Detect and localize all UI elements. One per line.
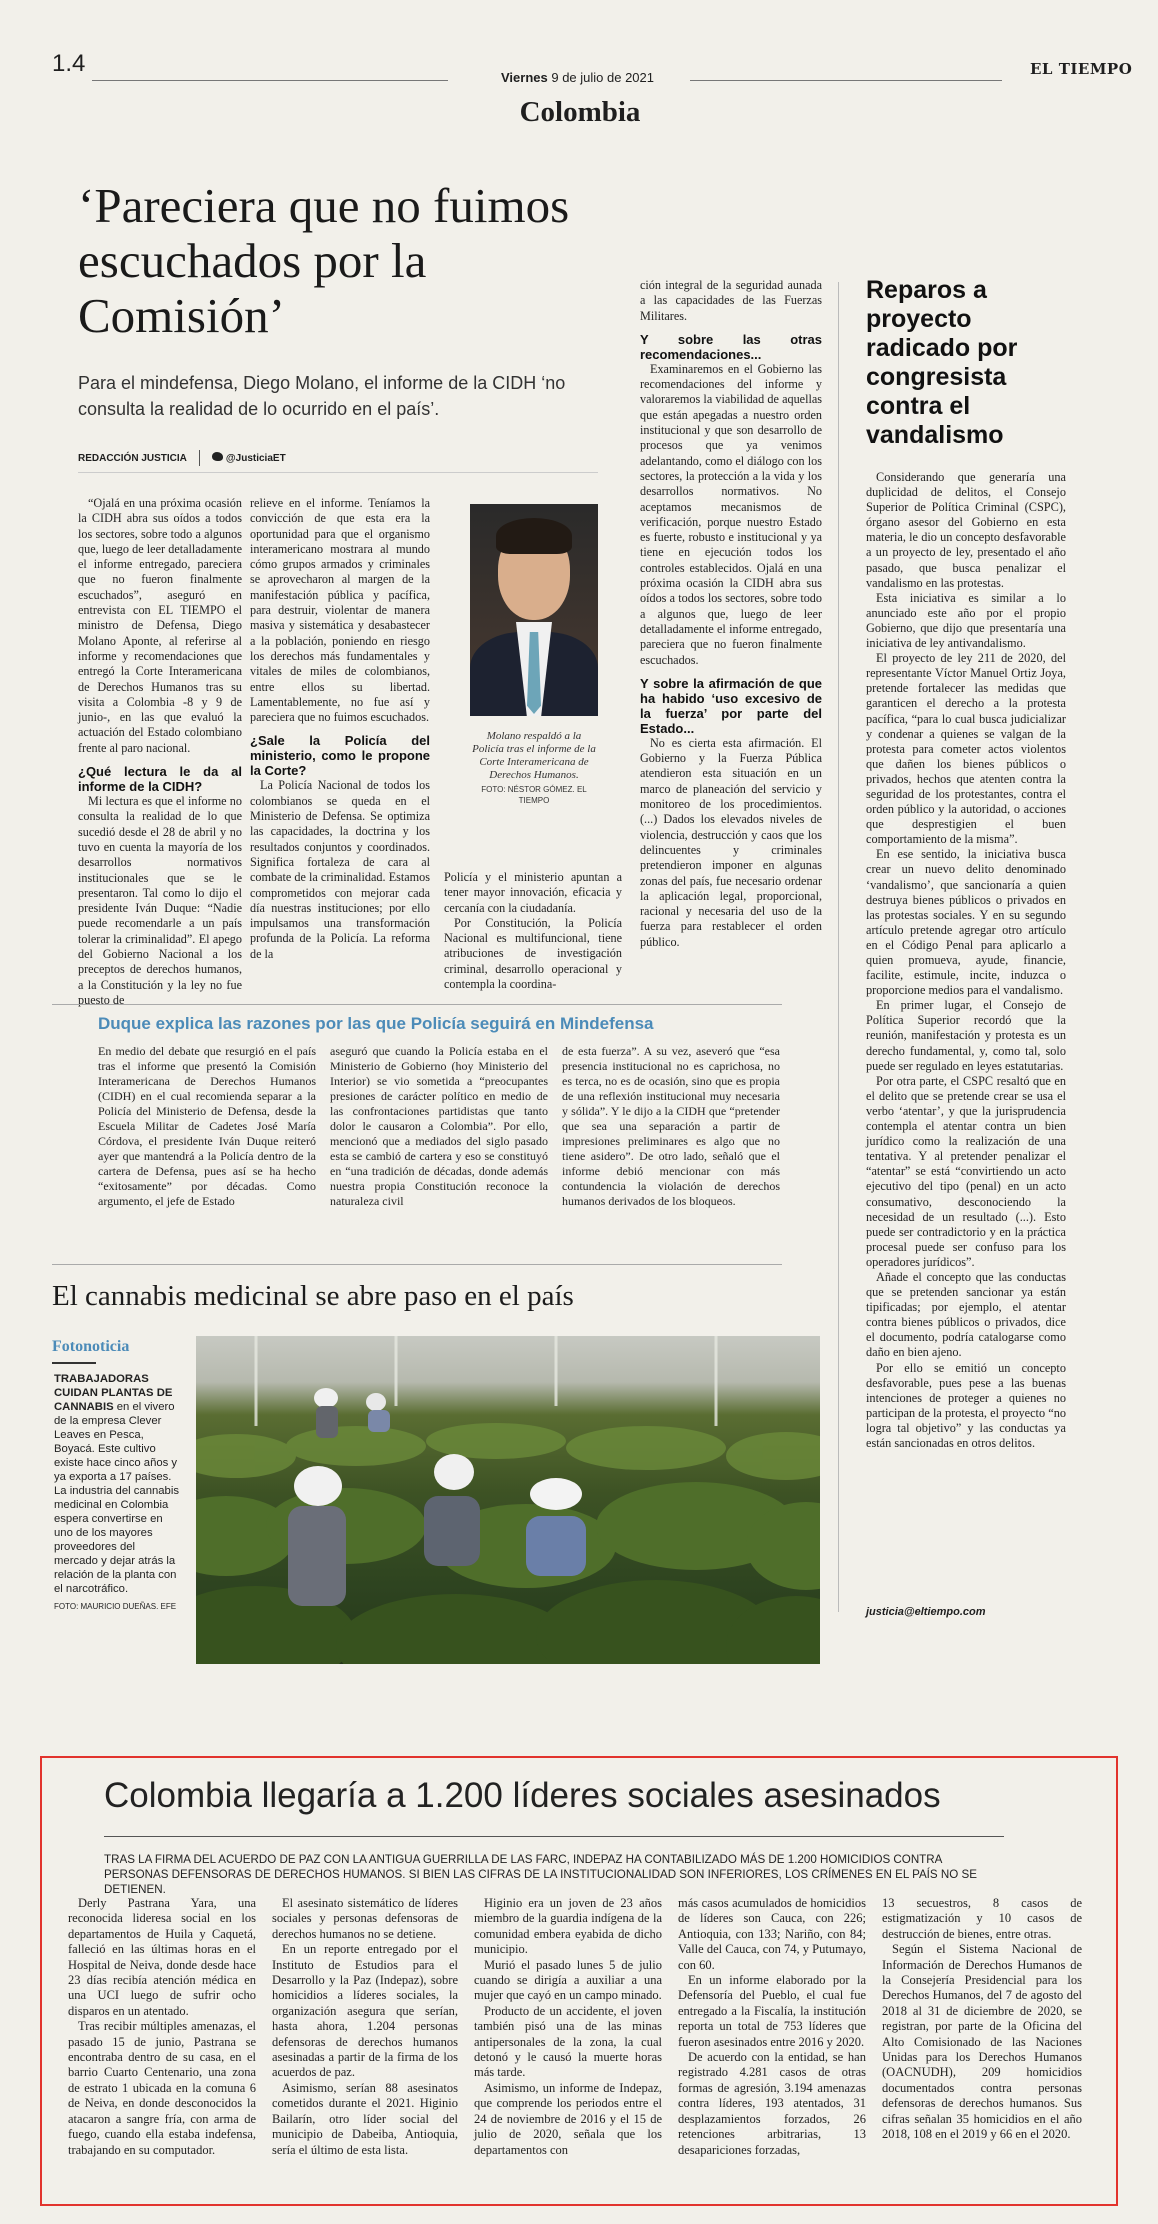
publication-date: [470, 70, 685, 85]
paragraph: aseguró que cuando la Policía estaba en el Ministerio de Gobierno (hoy Ministerio del Interior) se vio sometida a “preocupantes presiones de carácter político en medio de las confrontaciones partidistas que tanto dolor le causaron a Colombia”. Por ello, mencionó que a mediados del siglo pasado esta se cambió de cartera y eso se constituyó en “una tradición de décadas, donde además nuestra propia Constitución reconoce la naturaleza civil: [330, 1044, 548, 1208]
section-title: Colombia: [519, 96, 641, 128]
paragraph: Derly Pastrana Yara, una reconocida lideresa social en los departamentos de Huila y Caquetá, falleció en las últimas horas en el Hospital de Neiva, donde desde hace 23 días recibía atención médica en una UCI luego de sufrir ocho disparos en un atentado.: [68, 1896, 256, 2018]
paragraph: Por Constitución, la Policía Nacional es multifuncional, tiene atribuciones de investigación criminal, desarrollo operacional y contempla la coordina-: [444, 915, 622, 992]
main-dek: Para el mindefensa, Diego Molano, el informe de la CIDH ‘no consulta la realidad de lo ocurrido en el país’.: [78, 373, 566, 419]
paragraph: En medio del debate que resurgió en el país tras el informe que presentó la Comisión Interamericana de Derechos Humanos (CIDH) en el cual recomienda separar a la Policía del Ministerio de Defensa, desde la Escuela Militar de Cadetes José María Córdova, el presidente Iván Duque reiteró ayer que mantendrá a la Policía dentro de la cartera de Defensa, pues así se ha hecho “exitosamente” por décadas. Como argumento, el jefe de Estado: [98, 1044, 316, 1208]
question-heading: Y sobre la afirmación de que ha habido ‘uso excesivo de la fuerza’ por parte del Estado...: [640, 675, 822, 736]
paragraph: Tras recibir múltiples amenazas, el pasado 15 de junio, Pastrana se encontraba dentro de su casa, en el barrio Cuarto Centenario, una zona de estrato 1 ubicada en la comuna 6 de Neiva, en donde desconocidos la atacaron a sangre fría, con arma de fuego, cuando ella estaba indefensa, trabajando en su computador.: [68, 2019, 256, 2157]
cannabis-greenhouse-photo: [196, 1336, 820, 1664]
paragraph: El proyecto de ley 211 de 2020, del representante Víctor Manuel Ortiz Joya, pretende fortalecer las medidas que garanticen el derecho a la protesta pacífica, “para lo cual busca judicializar y condenar a quienes se valgan de la protesta para cometer actos violentos que dañen los bienes públicos o privados, hechos que atenten contra la seguridad de los protestantes, contra el orden público y la autoridad, o acciones que desprestigien el buen comportamiento de la misma”.: [866, 651, 1066, 847]
page-number: 1.4: [52, 50, 86, 77]
paragraph: más casos acumulados de homicidios de líderes son Cauca, con 226; Antioquia, con 133; Nariño, con 84; Valle del Cauca, con 74, y Putumayo, con 60.: [678, 1896, 866, 1972]
sidebar-email[interactable]: justicia@eltiempo.com: [866, 1606, 986, 1618]
paragraph: Murió el pasado lunes 5 de julio cuando se dirigía a auxiliar a una mujer que cayó en un campo minado.: [474, 1957, 662, 2003]
header-rule-left: [92, 80, 448, 81]
main-column-4: [640, 278, 822, 950]
paragraph: Por otra parte, el CSPC resaltó que en el delito que se pretende crear se usa el verbo ‘atentar’, y que la jurisprudencia contempla el atentar contra un bien jurídico como la realización de una tentativa. Y al pretender penalizar el “atentar” se está “convirtiendo un acto ejecutivo del tipo (penal) en un acto consumativo, desconociendo la necesidad de un resultado (...). Esto puede ser contradictorio y en la práctica procesal puede ser confuso para los operadores jurídicos”.: [866, 1073, 1066, 1269]
duque-top-rule: [52, 1004, 782, 1005]
brand-logo: EL TIEMPO: [1030, 60, 1133, 78]
lideres-column-1: [68, 1896, 256, 2158]
question-heading: Y sobre las otras recomendaciones...: [640, 331, 822, 362]
duque-column-2: [330, 1044, 548, 1209]
lideres-column-2: [272, 1896, 458, 2158]
sidebar-divider: [838, 282, 839, 1612]
paragraph: 13 secuestros, 8 casos de estigmatización y 10 casos de destrucción de bienes, entre otras.: [882, 1896, 1082, 1941]
paragraph: ción integral de la seguridad aunada a las capacidades de las Fuerzas Militares.: [640, 278, 822, 323]
paragraph: La Policía Nacional de todos los colombianos se queda en el Ministerio de Defensa. Se optimiza las capacidades, la doctrina y los resultados conjuntos y coordinados. Significa fortaleza de cara al combate de la criminalidad. Estamos comprometidos con mejorar cada día nuestras instituciones; por ello impulsamos una transformación profunda de la Policía. La reforma de la: [250, 778, 430, 961]
photo-caption: [470, 730, 598, 806]
duque-column-1: [98, 1044, 316, 1209]
sidebar-body: [866, 470, 1066, 1451]
date-rest: 9 de julio de 2021: [551, 70, 655, 85]
caption-credit: FOTO: NÉSTOR GÓMEZ. EL TIEMPO: [481, 785, 587, 805]
byline-author: REDACCIÓN JUSTICIA: [78, 452, 187, 464]
minister-photo: [470, 504, 598, 716]
fotonoticia-rule: [52, 1362, 96, 1364]
date-day: Viernes: [500, 70, 548, 85]
paragraph: En un informe elaborado por la Defensoría del Pueblo, el cual fue entregado a la Fiscalía, la institución reporta un total de 753 líderes que fueron asesinados entre 2016 y 2020.: [678, 1973, 866, 2049]
main-headline: ‘Pareciera que no fuimos escuchados por la Comisión’: [78, 178, 570, 343]
caption-body: en el vivero de la empresa Clever Leaves en Pesca, Boyacá. Este cultivo existe hace cinco años y ya exporta a 17 países. La industria del cannabis medicinal en Colombia espera convertirse en uno de los mayores proveedores del mercado y dejar atrás la relación de la planta con el narcotráfico.: [54, 1401, 179, 1595]
paragraph: Añade el concepto que las conductas que se pretenden sancionar ya están tipificadas; por ejemplo, el atentar contra bienes públicos o privados, dice el documento, podría catalogarse como daño en bien ajeno.: [866, 1269, 1066, 1360]
paragraph: de esta fuerza”. A su vez, aseveró que “esa presencia institucional no es caprichosa, no es terca, no es de ocasión, sino que es propia de una reflexión institucional muy necesaria y sólida”. Y le dijo a la CIDH que “pretender que sea una separación a partir de impresiones preliminares es algo que no tiene asidero”. De otro lado, señaló que el informe debió mencionar con más contundencia la violación de derechos humanos derivados de los bloqueos.: [562, 1044, 780, 1208]
byline: [78, 450, 598, 473]
paragraph: Examinaremos en el Gobierno las recomendaciones del informe y valoraremos la viabilidad de aquellas que están apegadas a nuestro orden institucional y que son desarrollo de procesos que ya venimos adelantando, como el diálogo con los sectores, la protección a la vida y los desarrollos normativos. No aceptamos mecanismos de verificación, porque nuestro Estado es fuerte, robusto e institucional y ya tiene en ejecución todos los controles establecidos. Ojalá en una próxima ocasión la CIDH abra sus oídos a todos los sectores, sobre todo a algunos que, luego de leer detalladamente el informe entregado, pareciera que no fueron finalmente escuchados.: [640, 361, 822, 667]
paragraph: Considerando que generaría una duplicidad de delitos, el Consejo Superior de Política Criminal (CSPC), órgano asesor del Gobierno en esta materia, le dio un concepto desfavorable a un proyecto de ley, presentado el año pasado, que busca penalizar el vandalismo en las protestas.: [866, 470, 1066, 590]
caption-credit: FOTO: MAURICIO DUEÑAS. EFE: [54, 1602, 177, 1611]
paragraph: Esta iniciativa es similar a lo anunciado este año por el propio Gobierno, que dijo que presentaría una iniciativa de ley antivandalismo.: [866, 590, 1066, 651]
header-rule-right: [690, 80, 1002, 81]
caption-lead: TRABAJADORAS CUIDAN PLANTAS DE CANNABIS: [54, 1373, 173, 1413]
sidebar-headline: Reparos a proyecto radicado por congresista contra el vandalismo: [866, 276, 1018, 449]
duque-headline: Duque explica las razones por las que Policía seguirá en Mindefensa: [98, 1014, 654, 1033]
lideres-rule: [104, 1836, 1004, 1837]
paragraph: Mi lectura es que el informe no consulta la realidad de lo que sucedió desde el 28 de abril y no tuvo en cuenta la mayoría de los desarrollos normativos institucionales que se le presentaron. Tal como lo dijo el presidente Iván Duque: “Nadie puede recomendarle a un país tolerar la criminalidad”. El apego del Gobierno Nacional a los preceptos de derechos humanos, a la Constitución y la ley no fue puesto de: [78, 794, 242, 1007]
paragraph: En ese sentido, la iniciativa busca crear un nuevo delito denominado ‘vandalismo’, que sancionaría a quien destruya bienes públicos o privados en las protestas sociales. Y en su segundo artículo pretende agregar otro artículo en el Código Penal para aplicarlo a quien promueva, ayude, financie, facilite, estimule, incite, induzca o proporcione medios para el vandalismo.: [866, 847, 1066, 998]
paragraph: Según el Sistema Nacional de Información de Derechos Humanos de la Consejería Presidencial para los Derechos Humanos, del 7 de agosto del 2018 al 31 de diciembre de 2020, se registran, por parte de la Oficina del Alto Comisionado de las Naciones Unidas para los Derechos Humanos (OACNUDH), 209 homicidios documentados contra personas defensoras de derechos humanos. Sus cifras señalan 35 homicidios en el año 2018, 108 en el 2019 y 66 en el 2020.: [882, 1942, 1082, 2142]
paragraph: No es cierta esta afirmación. El Gobierno y la Fuerza Pública atendieron esta situación en un marco de planeación del servicio y monitoreo de los procedimientos. (...) Dados los elevados niveles de violencia, destrucción y caos que los delincuentes y criminales pretendieron imponer en algunas zonas del país, fue necesario ordenar la aplicación legal, proporcional, racional y necesaria del uso de la fuerza para restablecer el orden público.: [640, 735, 822, 949]
lideres-column-3: [474, 1896, 662, 2158]
paragraph: Asimismo, un informe de Indepaz, que comprende los periodos entre el 24 de noviembre de 2016 y el 15 de julio de 2020, señala que los departamentos con: [474, 2080, 662, 2157]
cannabis-headline: El cannabis medicinal se abre paso en el país: [52, 1280, 574, 1312]
paragraph: Higinio era un joven de 23 años miembro de la guardia indígena de la comunidad embera eyabida de dicho municipio.: [474, 1896, 662, 1957]
workers: [288, 1388, 586, 1606]
question-heading: ¿Sale la Policía del ministerio, como le propone la Corte?: [250, 733, 430, 779]
paragraph: Producto de un accidente, el joven también pisó una de las minas antipersonales de la zona, la cual detonó y le causó la muerte horas más tarde.: [474, 2003, 662, 2080]
paragraph: El asesinato sistemático de líderes sociales y personas defensoras de derechos humanos no se detiene.: [272, 1896, 458, 1941]
paragraph: Por ello se emitió un concepto desfavorable, pues pese a las buenas intenciones de proteger a quienes no participan de la protesta, el proyecto “no logra tal objetivo” y las conductas ya están sancionadas en otros delitos.: [866, 1360, 1066, 1450]
caption-text: Molano respaldó a la Policía tras el informe de la Corte Interamericana de Derechos Humanos.: [472, 730, 596, 781]
paragraph: En un reporte entregado por el Instituto de Estudios para el Desarrollo y la Paz (Indepaz), sobre homicidios a líderes sociales, la organización asegura que serían, hasta ahora, 1.204 personas defensoras de derechos humanos asesinadas a partir de la firma de los acuerdos de paz.: [272, 1942, 458, 2080]
paragraph: Asimismo, serían 88 asesinatos cometidos durante el 2021. Higinio Bailarín, otro líder social del municipio de Dabeiba, Antioquia, sería el último de esta lista.: [272, 2080, 458, 2157]
lideres-dek: TRAS LA FIRMA DEL ACUERDO DE PAZ CON LA ANTIGUA GUERRILLA DE LAS FARC, INDEPAZ HA CONTABILIZADO MÁS DE 1.200 HOMICIDIOS CONTRA PERSONAS DEFENSORAS DE DERECHOS HUMANOS. SI BIEN LAS CIFRAS DE LA INSTITUCIONALIDAD SON INFERIORES, LOS CRÍMENES EN EL PAÍS NO SE DETIENEN.: [104, 1853, 977, 1896]
question-heading: ¿Qué lectura le da al informe de la CIDH?: [78, 764, 242, 795]
paragraph: relieve en el informe. Teníamos la convicción de que esta era la oportunidad para que el organismo interamericano mostrara al mundo cómo grupos armados y criminales se aprovecharon al margen de la manifestación pública y pacífica, para destruir, violentar de manera masiva y sistemática y desabastecer a la población, poniendo en riesgo los derechos más fundamentales y vitales de miles de colombianos, entre ellos su libertad. Lamentablemente, no fue así y pareciera que no fuimos escuchados.: [250, 496, 430, 725]
paragraph: En primer lugar, el Consejo de Política Superior recordó que la reunión, manifestación y protesta es un derecho fundamental, y, como tal, solo puede ser regulado en leyes estatutarias.: [866, 998, 1066, 1073]
photo-hair: [496, 518, 572, 554]
duque-column-3: [562, 1044, 780, 1209]
greenhouse-illustration: [196, 1336, 820, 1664]
paragraph: Policía y el ministerio apuntan a tener mayor innovación, eficacia y cercanía con la ciudadanía.: [444, 870, 622, 915]
twitter-handle: @JusticiaET: [225, 453, 286, 464]
main-column-2: [250, 496, 430, 962]
lideres-headline: Colombia llegaría a 1.200 líderes sociales asesinados: [104, 1776, 941, 1815]
twitter-handle-wrap: [212, 452, 286, 464]
paragraph: De acuerdo con la entidad, se han registrado 4.281 casos de otras formas de agresión, 3.194 amenazas contra líderes, 193 atentados, 31 desplazamientos forzados, 26 retenciones arbitrarias, 13 desapariciones forzadas,: [678, 2050, 866, 2157]
cannabis-top-rule: [52, 1264, 782, 1265]
fotonoticia-label: Fotonoticia: [52, 1338, 130, 1355]
twitter-icon: [212, 452, 223, 461]
lideres-column-4: [678, 1896, 866, 2158]
byline-separator: [199, 450, 200, 466]
paragraph: “Ojalá en una próxima ocasión la CIDH abra sus oídos a todos los sectores, sobre todo a algunos que, luego de leer detalladamente el informe entregado, pareciera que no fueron finalmente escuchados”, aseguró en entrevista con EL TIEMPO el ministro de Defensa, Diego Molano Aponte, al referirse al informe y recomendaciones que entregó la Corte Interamericana de Derechos Humanos tras su visita a Colombia -8 y 9 de junio-, en las que evaluó la actuación del Estado colombiano frente al paro nacional.: [78, 496, 242, 755]
main-column-3: [444, 870, 622, 992]
main-column-1: [78, 496, 242, 1008]
cannabis-caption: [54, 1372, 182, 1614]
lideres-column-5: [882, 1896, 1082, 2143]
